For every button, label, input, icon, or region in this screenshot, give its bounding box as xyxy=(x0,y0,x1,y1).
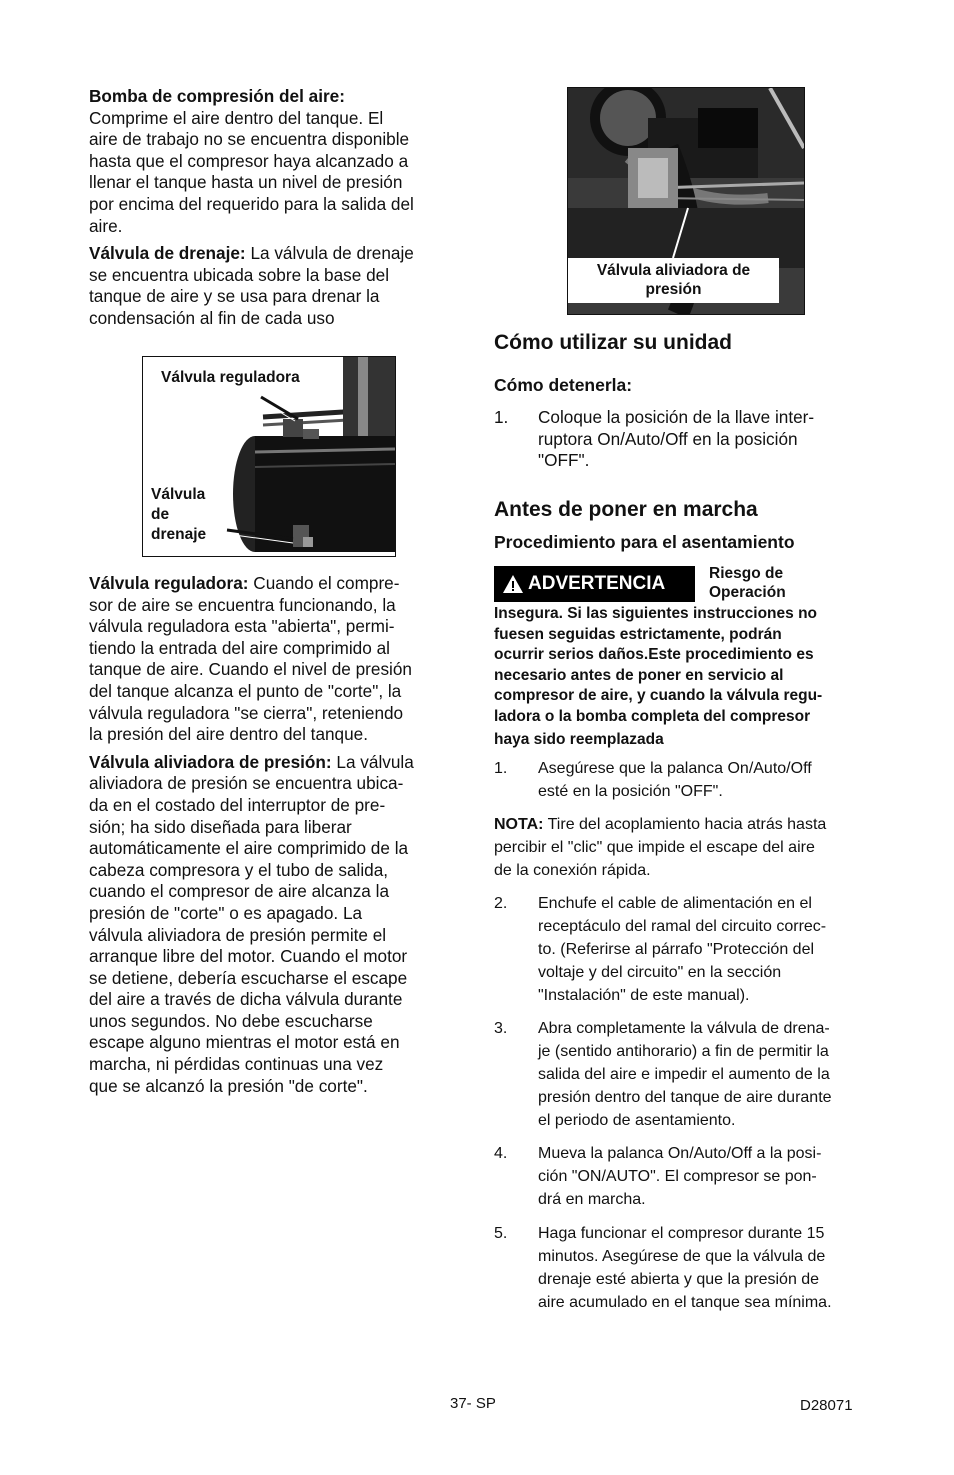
page-number: 37- SP xyxy=(450,1395,496,1412)
heading-procedure: Procedimiento para el asentamiento xyxy=(494,532,795,552)
warning-triangle-icon xyxy=(502,574,524,594)
note-paragraph: NOTA: Tire del acoplamiento hacia atrás hasta percibir el "clic" que impide el escape del aire de la conexión rápida. xyxy=(494,816,827,879)
document-code: D28071 xyxy=(800,1397,853,1414)
heading-before-start: Antes de poner en marcha xyxy=(494,498,758,521)
drain-paragraph: Válvula de drenaje: La válvula de drenaje se encuentra ubicada sobre la base del tanque de aire y se usa para drenar la condensación al fin de cada uso xyxy=(89,243,414,328)
relief-valve-paragraph: Válvula aliviadora de presión: La válvula aliviadora de presión se encuentra ubica- da en el costado del interruptor de pre- sión; ha sido diseñada para liberar automáticamente el aire comprimido de la cabeza compresora y el tubo de salida, cuando el compresor de aire alcanza la presión de "corte" o es apagado. La válvula aliviadora de presión permite el arranque libre del motor. Cuando el motor se detiene, debería escucharse el escape del aire a través de dicha válvula durante unos segundos. No debe escucharse escape alguno mientras el motor está en marcha, ni pérdidas continuas una vez que se alcanzó la presión "de corte". xyxy=(89,751,414,1096)
warning-badge: ADVERTENCIA xyxy=(494,566,695,602)
relief-valve-label: Válvula aliviadora de presión xyxy=(568,258,779,303)
heading-how-to-stop: Cómo detenerla: xyxy=(494,375,633,395)
heading-how-to-use: Cómo utilizar su unidad xyxy=(494,331,733,354)
pump-paragraph: Bomba de compresión del aire: Comprime el aire dentro del tanque. El aire de trabajo no se encuentra disponible hasta que el compresor haya alcanzado a llenar el tanque hasta un nivel de presión por encima del requerido para la salida del aire. xyxy=(89,86,414,236)
regulator-valve-label: Válvula reguladora xyxy=(157,368,304,387)
regulator-drain-figure xyxy=(142,356,396,557)
drain-valve-label: Válvula de drenaje xyxy=(151,486,207,543)
warning-text: Insegura. Si las siguientes instrucciones no fuesen seguidas estrictamente, podrán ocurrir serios daños.Este procedimiento es necesario antes de poner en servicio al compresor de aire, y cuando la válvula regu- ladora o la bomba completa del compresor haya sido reemplazada xyxy=(494,605,823,748)
warning-side-text: Riesgo de Operación xyxy=(709,565,786,601)
left-column-lower xyxy=(89,573,461,1097)
left-column xyxy=(89,86,461,330)
regulator-paragraph: Válvula reguladora: Cuando el compre- sor de aire se encuentra funcionando, la válvula reguladora esta "abierta", permi- tiendo la entrada del aire comprimido al tanque de aire. Cuando el nivel de presión del tanque alcanza el punto de "corte", la válvula reguladora "se cierra", reteniendo la presión del aire dentro del tanque. xyxy=(89,573,412,745)
stop-step-1: 1. Coloque la posición de la llave inter- ruptora On/Auto/Off en la posición "OFF". xyxy=(494,407,815,471)
relief-valve-figure xyxy=(567,87,805,315)
